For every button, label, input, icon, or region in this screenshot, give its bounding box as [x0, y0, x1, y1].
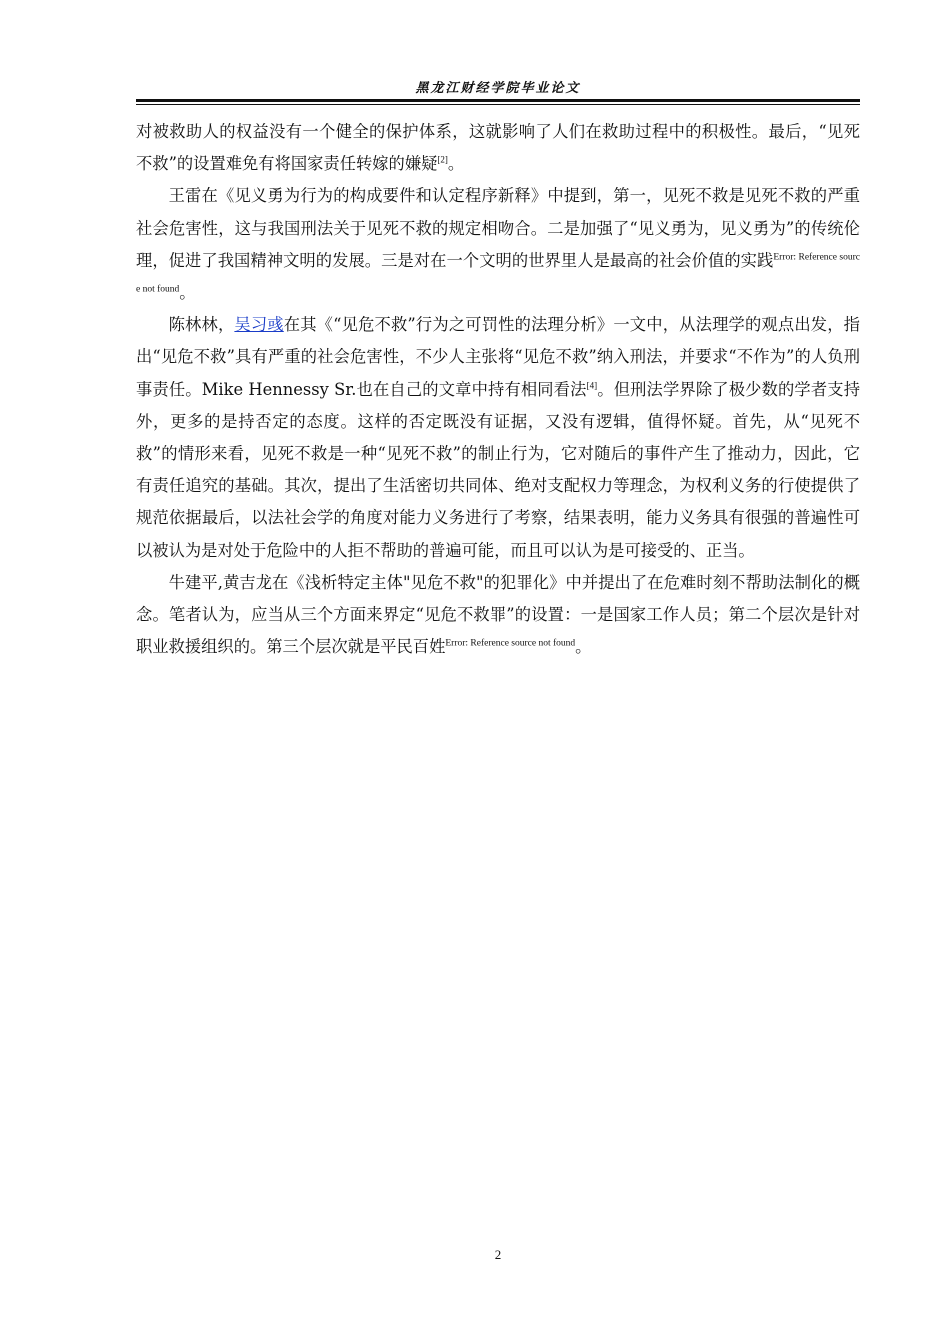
body-text [136, 116, 860, 663]
reference-error-1[interactable]: Error: Reference source not found [136, 252, 860, 295]
paragraph-3 [136, 309, 860, 567]
page-number: 2 [494, 1247, 502, 1262]
paragraph-3-lead: 陈林林， [168, 315, 235, 335]
paragraph-1-text: 对被救助人的权益没有一个健全的保护体系，这就影响了人们在救助过程中的积极性。最后，“见死不救”的设置难免有将国家责任转嫁的嫌疑 [136, 122, 860, 174]
paragraph-1-tail: 。 [447, 154, 465, 174]
paragraph-3-text: 在其《“见危不救”行为之可罚性的法理分析》一文中，从法理学的观点出发，指出“见危不救”具有严重的社会危害性，不少人主张将“见危不救”纳入刑法，并要求“不作为”的人负刑事责任。Mike Hennessy Sr.也在自己的文章中持有相同看法 [136, 315, 860, 399]
paragraph-2 [136, 180, 860, 309]
paragraph-4-tail: 。 [575, 637, 592, 657]
header-rule-thin [136, 104, 860, 105]
paragraph-2-text: 王雷在《见义勇为行为的构成要件和认定程序新释》中提到，第一，见死不救是见死不救的严重社会危害性，这与我国刑法关于见死不救的规定相吻合。二是加强了“见义勇为，见义勇为”的传统伦理，促进了我国精神文明的发展。三是对在一个文明的世界里人是最高的社会价值的实践 [136, 186, 860, 270]
header-rule-thick [136, 99, 860, 102]
paragraph-4-text: 牛建平,黄吉龙在《浅析特定主体"见危不救"的犯罪化》中并提出了在危难时刻不帮助法制化的概念。笔者认为，应当从三个方面来界定“见危不救罪”的设置：一是国家工作人员；第二个层次是针对职业救援组织的。第三个层次就是平民百姓 [136, 572, 860, 657]
paragraph-2-tail: 。 [179, 283, 196, 303]
paragraph-1 [136, 116, 860, 180]
citation-4[interactable]: [4] [586, 380, 598, 391]
running-header: 黑龙江财经学院毕业论文 [415, 81, 581, 96]
author-link[interactable]: 吴习彧 [234, 315, 284, 335]
paragraph-4 [136, 567, 860, 664]
reference-error-2[interactable]: Error: Reference source not found [445, 638, 576, 649]
citation-2[interactable]: [2] [437, 154, 448, 165]
paragraph-3-tail: 。但刑法学界除了极少数的学者支持外，更多的是持否定的态度。这样的否定既没有证据，又没有逻辑，值得怀疑。首先，从“见死不救”的情形来看，见死不救是一种“见死不救”的制止行为，它对随后的事件产生了推动力，因此，它有责任追究的基础。其次，提出了生活密切共同体、绝对支配权力等理念，为权利义务的行使提供了规范依据最后，以法社会学的角度对能力义务进行了考察，结果表明，能力义务具有很强的普遍性可以被认为是对处于危险中的人拒不帮助的普遍可能，而且可以认为是可接受的、正当。 [136, 379, 860, 560]
